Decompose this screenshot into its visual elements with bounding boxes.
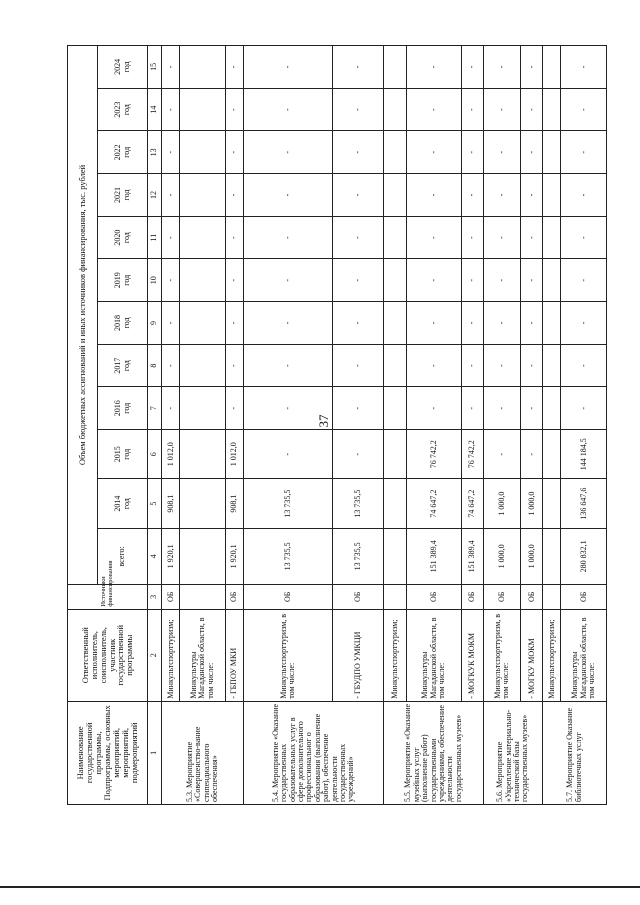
row-value-cell: 908,1 xyxy=(225,479,243,528)
index-cell: 2 xyxy=(148,609,162,701)
row-value-cell xyxy=(180,131,225,174)
budget-table-rotated xyxy=(67,45,607,805)
row-value-cell: - xyxy=(333,430,384,479)
row-value-cell: - xyxy=(162,174,180,217)
row-value-cell: 76 742,2 xyxy=(406,430,461,479)
row-value-cell: - xyxy=(225,131,243,174)
row-name-cell: 5.7. Мероприятие Оказание библиотечных услуг xyxy=(543,701,607,804)
row-value-cell xyxy=(384,479,406,528)
row-value-cell: - xyxy=(333,216,384,259)
row-total-cell: 13 735,5 xyxy=(244,528,333,584)
row-name-cell: 5.4. Мероприятие «Оказание государственных образовательных услуг в сфере дополнительного профессиональног о образования (выполнение работ), обеспечение деятельности государственных учреждений» xyxy=(244,701,384,804)
row-responsible-cell: Минкультспорттуризм, в том числе: xyxy=(484,609,521,701)
row-value-cell: - xyxy=(333,174,384,217)
row-value-cell: 136 647,6 xyxy=(561,479,607,528)
row-value-cell: - xyxy=(225,88,243,131)
row-value-cell: - xyxy=(333,46,384,89)
table-row xyxy=(333,46,384,805)
row-value-cell: - xyxy=(225,302,243,345)
row-value-cell: - xyxy=(406,302,461,345)
row-value-cell: - xyxy=(162,131,180,174)
row-value-cell: - xyxy=(333,387,384,430)
row-value-cell: - xyxy=(244,387,333,430)
table-row xyxy=(244,46,333,805)
row-value-cell xyxy=(180,259,225,302)
row-value-cell: - xyxy=(225,259,243,302)
table-row xyxy=(162,46,180,805)
index-cell: 15 xyxy=(148,46,162,89)
row-value-cell xyxy=(180,88,225,131)
budget-table xyxy=(67,45,607,805)
row-value-cell: - xyxy=(333,88,384,131)
row-value-cell: - xyxy=(244,302,333,345)
row-value-cell: - xyxy=(521,302,543,345)
row-responsible-cell: - ГБУДПО УМКЦИ xyxy=(333,609,384,701)
row-value-cell xyxy=(384,216,406,259)
row-value-cell: - xyxy=(162,344,180,387)
row-total-cell: 1 920,1 xyxy=(162,528,180,584)
header-year: 2022 год xyxy=(98,131,148,174)
row-value-cell: - xyxy=(521,344,543,387)
row-responsible-cell: - ГБПОУ МКИ xyxy=(225,609,243,701)
table-row xyxy=(543,46,561,805)
row-value-cell xyxy=(180,387,225,430)
header-year: 2017 год xyxy=(98,344,148,387)
table-row xyxy=(225,46,243,805)
row-value-cell: - xyxy=(484,46,521,89)
row-value-cell: - xyxy=(484,302,521,345)
row-value-cell: - xyxy=(461,174,483,217)
row-value-cell: - xyxy=(561,174,607,217)
row-value-cell: - xyxy=(484,387,521,430)
row-name-cell: 5.5. Мероприятие «Оказание музейных услуг (выполнение работ) государственными учреждениями, обеспечение деятельности государственных музеев» xyxy=(384,701,484,804)
row-value-cell: 1 012,0 xyxy=(162,430,180,479)
row-responsible-cell: - МОГКУ МОКМ xyxy=(521,609,543,701)
row-value-cell xyxy=(384,88,406,131)
table-row xyxy=(461,46,483,805)
row-value-cell xyxy=(384,131,406,174)
row-value-cell: - xyxy=(521,259,543,302)
row-source-cell: ОБ xyxy=(244,584,333,609)
index-cell: 1 xyxy=(148,701,162,804)
row-value-cell: - xyxy=(484,430,521,479)
row-value-cell: - xyxy=(406,131,461,174)
row-source-cell xyxy=(543,584,561,609)
row-total-cell: 13 735,5 xyxy=(333,528,384,584)
row-value-cell: - xyxy=(406,344,461,387)
row-value-cell xyxy=(543,216,561,259)
row-value-cell: - xyxy=(333,131,384,174)
row-value-cell: 1 000,0 xyxy=(521,479,543,528)
header-name: Наименование государственной программы, Подпрограммы, основных мероприятий, мероприятий, подмероприятий xyxy=(68,701,148,804)
index-cell: 3 xyxy=(148,584,162,609)
row-value-cell xyxy=(180,174,225,217)
row-value-cell xyxy=(384,46,406,89)
row-value-cell: - xyxy=(561,216,607,259)
header-year: 2024 год xyxy=(98,46,148,89)
row-total-cell: 151 389,4 xyxy=(406,528,461,584)
row-value-cell xyxy=(384,174,406,217)
row-total-cell: 1 000,0 xyxy=(484,528,521,584)
table-row xyxy=(561,46,607,805)
row-total-cell: 151 389,4 xyxy=(461,528,483,584)
header-year: 2014 год xyxy=(98,479,148,528)
row-value-cell: - xyxy=(244,216,333,259)
index-cell: 13 xyxy=(148,131,162,174)
row-value-cell: - xyxy=(484,88,521,131)
header-total: всего: xyxy=(98,528,148,584)
header-year: 2015 год xyxy=(98,430,148,479)
row-value-cell xyxy=(543,430,561,479)
table-row xyxy=(384,46,406,805)
row-value-cell xyxy=(543,174,561,217)
row-value-cell: - xyxy=(244,131,333,174)
row-value-cell: - xyxy=(333,344,384,387)
row-responsible-cell: Минкультспорттуризм; xyxy=(543,609,561,701)
row-value-cell: - xyxy=(521,174,543,217)
row-value-cell: 74 647,2 xyxy=(461,479,483,528)
row-source-cell: ОБ xyxy=(461,584,483,609)
row-value-cell: 144 184,5 xyxy=(561,430,607,479)
row-value-cell: - xyxy=(225,387,243,430)
row-value-cell: - xyxy=(406,259,461,302)
row-value-cell: - xyxy=(461,216,483,259)
row-value-cell: - xyxy=(484,131,521,174)
row-value-cell: - xyxy=(406,88,461,131)
row-value-cell: 74 647,2 xyxy=(406,479,461,528)
row-total-cell xyxy=(180,528,225,584)
row-value-cell xyxy=(543,302,561,345)
page-number: 37 xyxy=(316,414,331,428)
row-value-cell xyxy=(543,88,561,131)
row-value-cell xyxy=(543,259,561,302)
row-value-cell: 908,1 xyxy=(162,479,180,528)
row-source-cell: ОБ xyxy=(225,584,243,609)
row-total-cell xyxy=(543,528,561,584)
row-value-cell xyxy=(543,479,561,528)
index-cell: 7 xyxy=(148,387,162,430)
table-row xyxy=(180,46,225,805)
row-responsible-cell: - МОГКУК МОКМ xyxy=(461,609,483,701)
row-total-cell: 280 832,1 xyxy=(561,528,607,584)
row-value-cell xyxy=(180,479,225,528)
table-row xyxy=(484,46,521,805)
row-responsible-cell: Минкультуры Магаданской области, в том числе: xyxy=(180,609,225,701)
row-value-cell: - xyxy=(521,430,543,479)
row-value-cell xyxy=(543,131,561,174)
row-value-cell: - xyxy=(244,174,333,217)
row-value-cell: - xyxy=(225,344,243,387)
row-value-cell: - xyxy=(521,46,543,89)
row-source-cell: ОБ xyxy=(333,584,384,609)
row-value-cell: - xyxy=(484,344,521,387)
row-value-cell xyxy=(384,302,406,345)
row-value-cell xyxy=(180,216,225,259)
row-responsible-cell: Минкультспорттуризм, в том числе: xyxy=(244,609,333,701)
index-cell: 4 xyxy=(148,528,162,584)
row-source-cell: ОБ xyxy=(162,584,180,609)
row-value-cell xyxy=(384,259,406,302)
index-cell: 8 xyxy=(148,344,162,387)
row-value-cell: - xyxy=(461,302,483,345)
row-value-cell: - xyxy=(244,46,333,89)
row-value-cell: - xyxy=(521,387,543,430)
row-value-cell xyxy=(543,344,561,387)
header-year: 2016 год xyxy=(98,387,148,430)
row-value-cell: - xyxy=(461,387,483,430)
header-volume: Объем бюджетных ассигнований и иных источников финансирования, тыс. рублей xyxy=(68,46,98,585)
row-value-cell: - xyxy=(406,46,461,89)
index-cell: 5 xyxy=(148,479,162,528)
row-value-cell: - xyxy=(461,88,483,131)
row-value-cell: - xyxy=(484,216,521,259)
row-value-cell xyxy=(384,344,406,387)
row-value-cell xyxy=(543,387,561,430)
row-value-cell xyxy=(384,387,406,430)
row-source-cell: ОБ xyxy=(406,584,461,609)
row-responsible-cell: Минкультуры Магаданской области, в том числе: xyxy=(561,609,607,701)
index-cell: 11 xyxy=(148,216,162,259)
row-value-cell: - xyxy=(461,46,483,89)
row-value-cell: - xyxy=(244,344,333,387)
row-value-cell: - xyxy=(162,302,180,345)
row-value-cell: - xyxy=(406,216,461,259)
row-source-cell: ОБ xyxy=(484,584,521,609)
index-row xyxy=(148,46,162,805)
row-value-cell: - xyxy=(561,46,607,89)
row-value-cell: 76 742,2 xyxy=(461,430,483,479)
header-year: 2019 год xyxy=(98,259,148,302)
row-value-cell xyxy=(543,46,561,89)
row-value-cell: - xyxy=(406,174,461,217)
row-total-cell: 1 000,0 xyxy=(521,528,543,584)
header-year: 2018 год xyxy=(98,302,148,345)
row-source-cell: ОБ xyxy=(561,584,607,609)
row-total-cell xyxy=(384,528,406,584)
row-value-cell: - xyxy=(484,259,521,302)
row-value-cell: - xyxy=(461,131,483,174)
row-name-cell: 5.6. Мероприятие «Укрепление материально-технической базы государственных музеев» xyxy=(484,701,543,804)
row-source-cell xyxy=(180,584,225,609)
row-value-cell: - xyxy=(162,46,180,89)
row-value-cell: - xyxy=(561,259,607,302)
row-value-cell: 1 012,0 xyxy=(225,430,243,479)
row-value-cell: - xyxy=(225,174,243,217)
row-responsible-cell: Минкультспорттуризм; xyxy=(162,609,180,701)
row-value-cell xyxy=(180,344,225,387)
row-value-cell: - xyxy=(521,131,543,174)
row-value-cell: 1 000,0 xyxy=(484,479,521,528)
row-value-cell: - xyxy=(461,344,483,387)
row-value-cell: - xyxy=(561,88,607,131)
index-cell: 12 xyxy=(148,174,162,217)
row-total-cell: 1 920,1 xyxy=(225,528,243,584)
row-responsible-cell: Минкультуры Магаданской области, в том числе: xyxy=(406,609,461,701)
header-responsible: Ответственный исполнитель, соисполнитель, участник государственной программы xyxy=(68,609,148,701)
row-value-cell: - xyxy=(521,88,543,131)
row-value-cell: - xyxy=(225,46,243,89)
row-value-cell: 13 735,5 xyxy=(244,479,333,528)
row-value-cell: - xyxy=(162,88,180,131)
table-row xyxy=(521,46,543,805)
row-responsible-cell: Минкультспорттуризм; xyxy=(384,609,406,701)
row-value-cell: - xyxy=(244,430,333,479)
row-value-cell: - xyxy=(244,259,333,302)
row-value-cell: - xyxy=(333,259,384,302)
row-value-cell: - xyxy=(225,216,243,259)
row-value-cell xyxy=(180,302,225,345)
bottom-rule xyxy=(0,886,640,888)
row-value-cell: - xyxy=(561,131,607,174)
row-source-cell: ОБ xyxy=(521,584,543,609)
row-source-cell xyxy=(384,584,406,609)
table-row xyxy=(406,46,461,805)
row-value-cell: - xyxy=(406,387,461,430)
row-value-cell: - xyxy=(244,88,333,131)
row-value-cell: - xyxy=(162,387,180,430)
row-value-cell: - xyxy=(461,259,483,302)
row-value-cell: - xyxy=(561,387,607,430)
row-name-cell: 5.3. Мероприятие «Совершенство-вание стипендиального обеспечения» xyxy=(162,701,244,804)
header-year: 2023 год xyxy=(98,88,148,131)
row-value-cell: - xyxy=(333,302,384,345)
index-cell: 9 xyxy=(148,302,162,345)
header-source: Источники финансирования xyxy=(68,584,148,609)
header-year: 2021 год xyxy=(98,174,148,217)
row-value-cell: - xyxy=(162,259,180,302)
row-value-cell: - xyxy=(521,216,543,259)
index-cell: 14 xyxy=(148,88,162,131)
row-value-cell: - xyxy=(561,302,607,345)
row-value-cell xyxy=(180,46,225,89)
row-value-cell: - xyxy=(561,344,607,387)
row-value-cell xyxy=(180,430,225,479)
header-year: 2020 год xyxy=(98,216,148,259)
row-value-cell xyxy=(384,430,406,479)
index-cell: 10 xyxy=(148,259,162,302)
index-cell: 6 xyxy=(148,430,162,479)
row-value-cell: - xyxy=(484,174,521,217)
row-value-cell: - xyxy=(162,216,180,259)
row-value-cell: 13 735,5 xyxy=(333,479,384,528)
